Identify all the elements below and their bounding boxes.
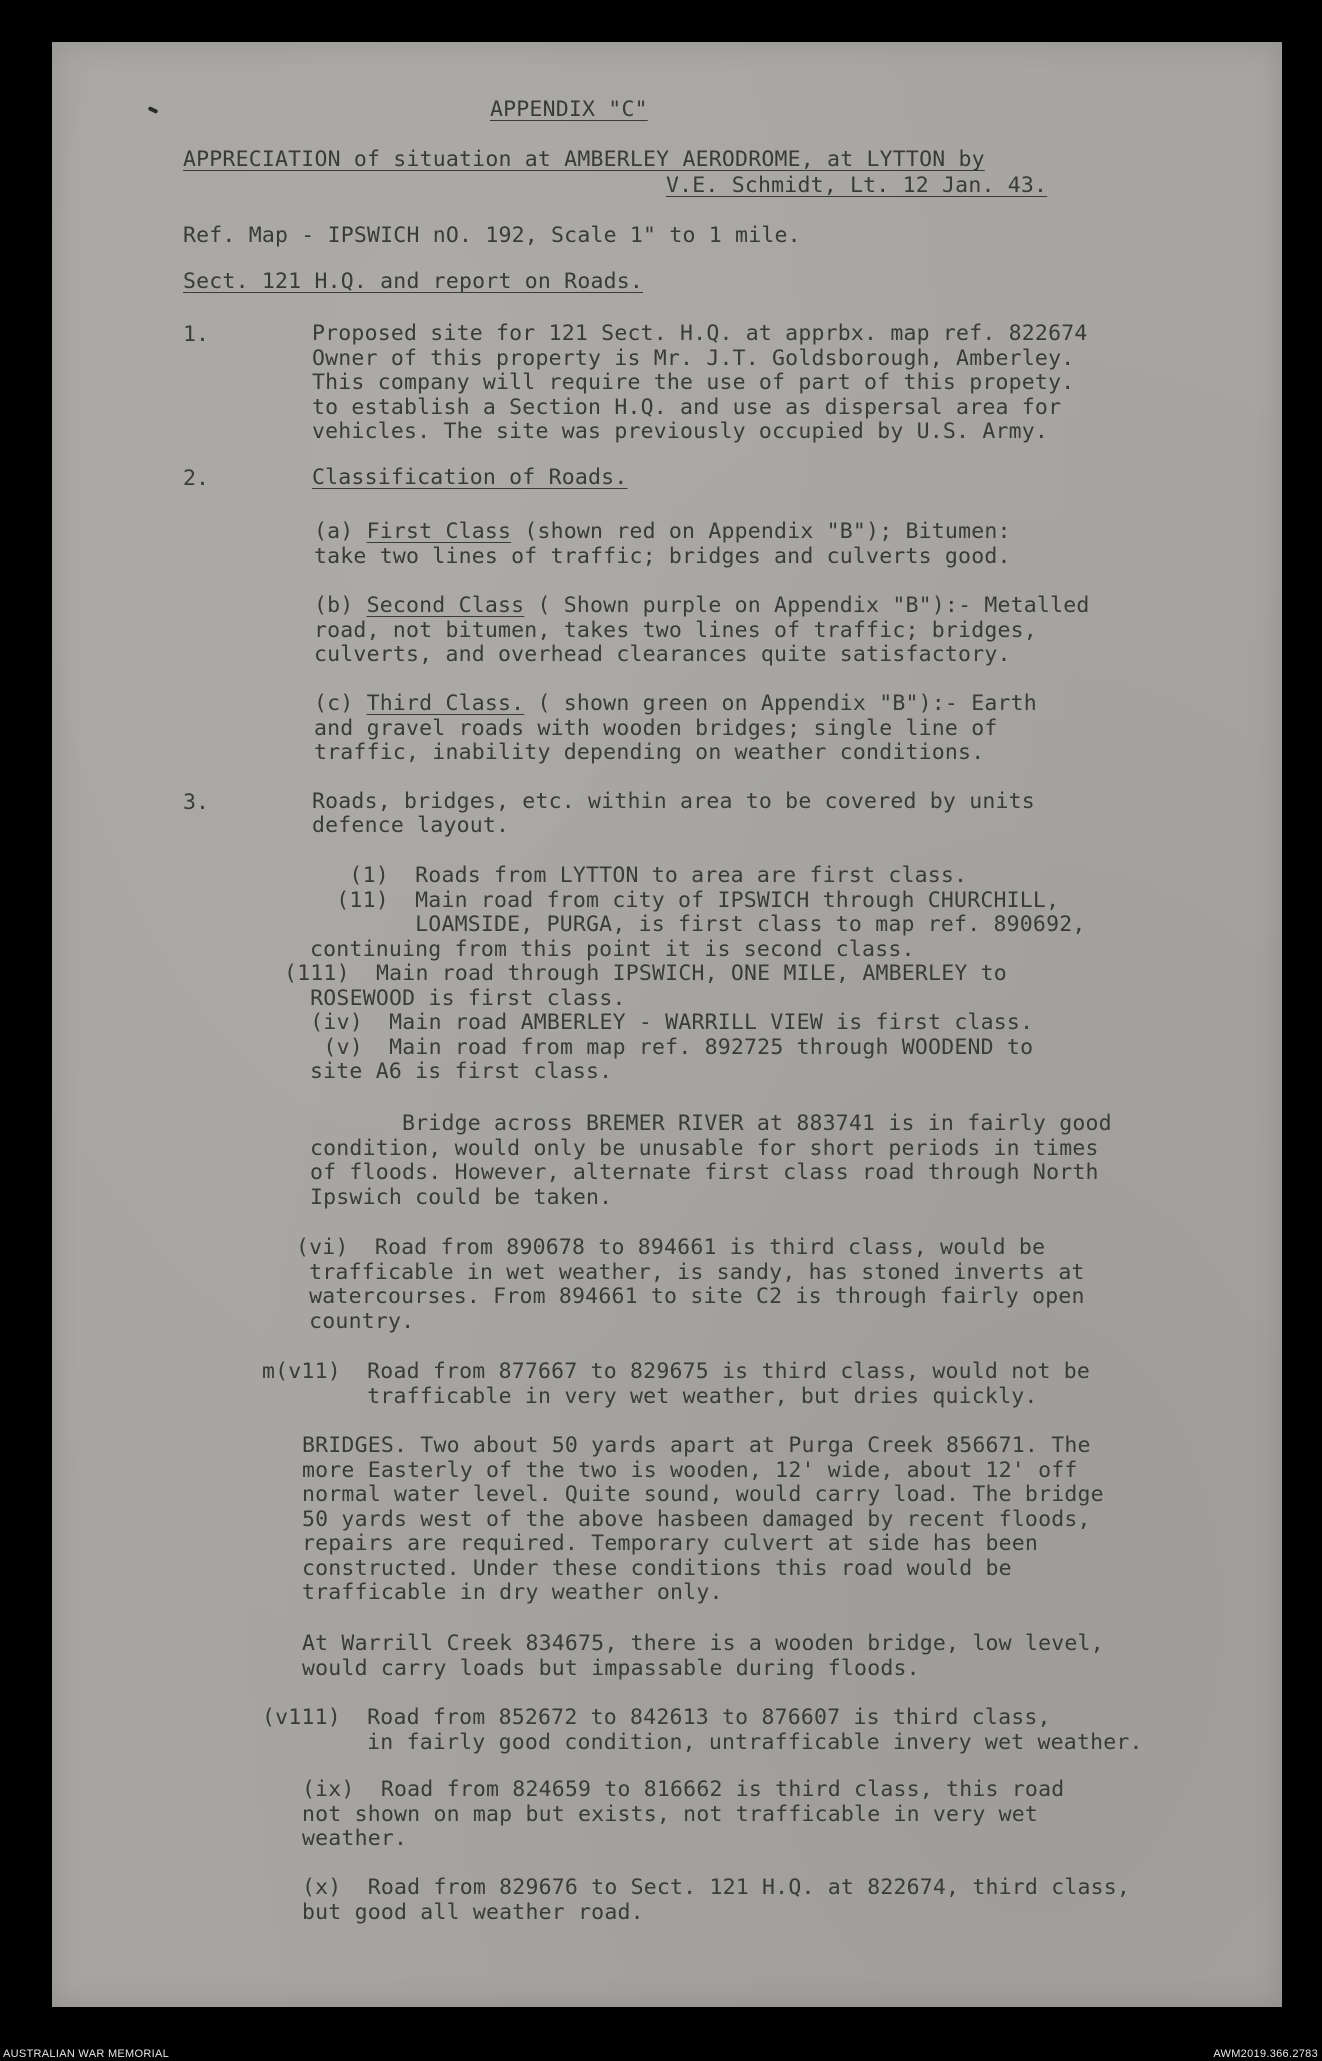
road-x-line: but good all weather road. xyxy=(302,1899,644,1925)
bridge-line: condition, would only be unusable for short periods in times xyxy=(310,1135,1099,1161)
warrill-line: At Warrill Creek 834675, there is a wooden bridge, low level, xyxy=(302,1631,1104,1656)
road-vi-line: trafficable in wet weather, is sandy, has stoned inverts at xyxy=(296,1259,1085,1285)
item-1-line: to establish a Section H.Q. and use as dispersal area for xyxy=(312,394,1062,420)
item-3-number: 3. xyxy=(183,790,209,815)
appendix-title: APPENDIX "C" xyxy=(490,97,648,122)
bridges-line: BRIDGES. Two about 50 yards apart at Purga Creek 856671. The xyxy=(302,1433,1091,1458)
roads-list-line: (iv) Main road AMBERLEY - WARRILL VIEW is first class. xyxy=(284,1010,1034,1035)
road-ix-line: not shown on map but exists, not trafficable in very wet xyxy=(302,1801,1039,1827)
heading-line-1: APPRECIATION of situation at AMBERLEY AERODROME, at LYTTON by xyxy=(183,147,985,172)
document-page xyxy=(52,42,1282,2007)
warrill-line: would carry loads but impassable during floods. xyxy=(302,1655,920,1681)
road-viii-line: in fairly good condition, untrafficable invery wet weather. xyxy=(262,1729,1143,1755)
item-2-heading: Classification of Roads. xyxy=(312,465,628,490)
road-vii-line: m(v11) Road from 877667 to 829675 is third class, would not be xyxy=(262,1359,1091,1384)
class-b-line-2: road, not bitumen, takes two lines of traffic; bridges, xyxy=(314,617,1037,643)
section-heading: Sect. 121 H.Q. and report on Roads. xyxy=(183,269,644,294)
class-b-line-3: culverts, and overhead clearances quite satisfactory. xyxy=(314,642,1011,667)
class-b-desc: ( Shown purple on Appendix "B"):- Metalled xyxy=(524,593,1090,618)
bridge-line: of floods. However, alternate first class road through North xyxy=(310,1160,1099,1185)
class-c-label: Third Class. xyxy=(366,691,525,716)
item-1-line: This company will require the use of part of this propety. xyxy=(312,370,1075,395)
class-c-prefix: (c) xyxy=(314,691,367,716)
roads-list-line: continuing from this point it is second class. xyxy=(310,936,915,962)
class-b-prefix: (b) xyxy=(314,593,367,618)
road-vi-line: watercourses. From 894661 to site C2 is through fairly open xyxy=(296,1284,1085,1309)
class-b-line-1 xyxy=(314,594,1090,619)
item-1-line: vehicles. The site was previously occupied by U.S. Army. xyxy=(312,419,1049,444)
bridges-line: more Easterly of the two is wooden, 12' wide, about 12' off xyxy=(302,1457,1078,1483)
item-3-line-1: Roads, bridges, etc. within area to be covered by units xyxy=(312,789,1035,814)
item-1-line: Owner of this property is Mr. J.T. Goldsborough, Amberley. xyxy=(312,345,1075,371)
roads-list-line: site A6 is first class. xyxy=(310,1059,613,1084)
roads-list-line: ROSEWOOD is first class. xyxy=(297,985,626,1011)
road-ix-line: (ix) Road from 824659 to 816662 is third class, this road xyxy=(302,1777,1065,1802)
bridges-line: normal water level. Quite sound, would carry load. The bridge xyxy=(302,1482,1104,1507)
bridges-line: constructed. Under these conditions this road would be xyxy=(302,1555,1012,1581)
road-vi-line: (vi) Road from 890678 to 894661 is third class, would be xyxy=(296,1235,1046,1260)
item-1-number: 1. xyxy=(183,322,209,347)
class-a-label: First Class xyxy=(366,519,512,544)
road-ix-line: weather. xyxy=(302,1826,408,1851)
road-x-line: (x) Road from 829676 to Sect. 121 H.Q. at 822674, third class, xyxy=(302,1875,1131,1900)
footer-accession-number: AWM2019.366.2783 xyxy=(1213,2048,1318,2060)
footer-archive-name: AUSTRALIAN WAR MEMORIAL xyxy=(3,2048,170,2060)
ink-mark xyxy=(148,106,159,114)
bridges-line: trafficable in dry weather only. xyxy=(302,1580,723,1605)
roads-list-line: (v) Main road from map ref. 892725 through WOODEND to xyxy=(284,1034,1034,1060)
bridge-line: Bridge across BREMER RIVER at 883741 is in fairly good xyxy=(310,1111,1112,1136)
class-a-prefix: (a) xyxy=(314,519,367,544)
class-c-line-2: and gravel roads with wooden bridges; single line of xyxy=(314,715,998,741)
roads-list-line: LOAMSIDE, PURGA, is first class to map ref. 890692, xyxy=(310,912,1086,937)
heading-line-2: V.E. Schmidt, Lt. 12 Jan. 43. xyxy=(666,173,1048,198)
item-1-line: Proposed site for 121 Sect. H.Q. at apprbx. map ref. 822674 xyxy=(312,321,1088,346)
roads-list-line: (1) Roads from LYTTON to area are first class. xyxy=(310,863,968,888)
bridge-line: Ipswich could be taken. xyxy=(310,1184,613,1210)
road-vii-line: trafficable in very wet weather, but dries quickly. xyxy=(262,1383,1038,1409)
roads-list-line: (11) Main road from city of IPSWICH through CHURCHILL, xyxy=(310,887,1060,913)
class-a-line-1 xyxy=(314,520,1011,545)
bridges-line: 50 yards west of the above hasbeen damaged by recent floods, xyxy=(302,1506,1091,1532)
class-c-line-3: traffic, inability depending on weather conditions. xyxy=(314,740,985,765)
bridges-line: repairs are required. Temporary culvert at side has been xyxy=(302,1531,1039,1556)
class-b-label: Second Class xyxy=(366,593,525,618)
road-vi-line: country. xyxy=(296,1308,415,1334)
road-viii-line: (v111) Road from 852672 to 842613 to 876607 is third class, xyxy=(262,1705,1051,1730)
item-2-number: 2. xyxy=(183,466,209,491)
class-a-line-2: take two lines of traffic; bridges and culverts good. xyxy=(314,543,1011,569)
class-c-line-1 xyxy=(314,692,1037,717)
roads-list-line: (111) Main road through IPSWICH, ONE MILE, AMBERLEY to xyxy=(284,961,1007,986)
class-a-desc: (shown red on Appendix "B"); Bitumen: xyxy=(511,519,1011,544)
class-c-desc: ( shown green on Appendix "B"):- Earth xyxy=(524,691,1037,716)
item-3-line-2: defence layout. xyxy=(312,813,510,838)
ref-map-line: Ref. Map - IPSWICH nO. 192, Scale 1" to 1 mile. xyxy=(183,223,801,248)
